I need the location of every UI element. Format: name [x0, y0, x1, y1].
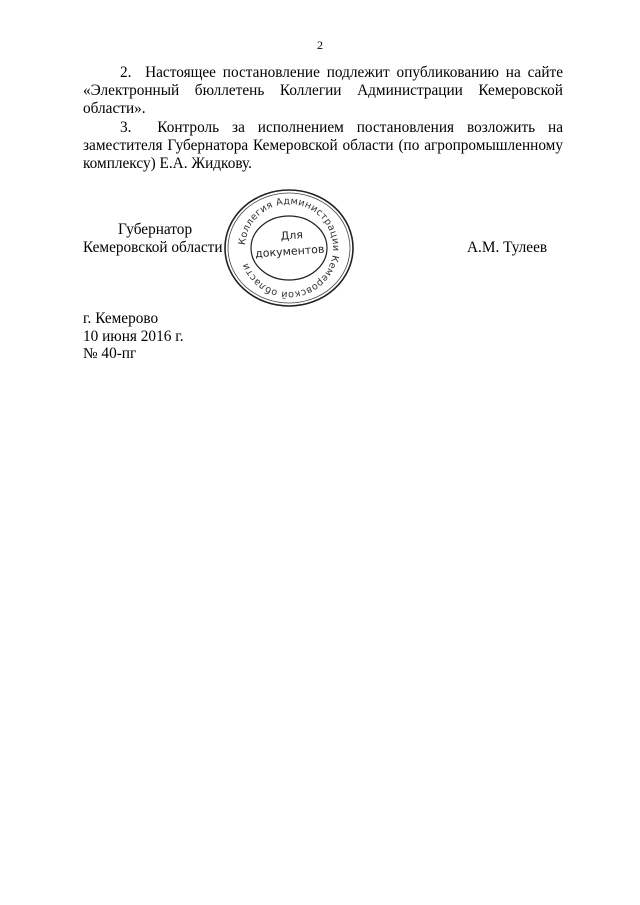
- city: г. Кемерово: [83, 310, 159, 327]
- official-stamp: [220, 187, 358, 309]
- paragraph-control: 3. Контроль за исполнением постановления возложить на заместителя Губернатора Кемеровской области (по агропромышленному комплексу) Е.А. Жидкову.: [83, 118, 563, 173]
- page-number: 2: [317, 38, 323, 52]
- signer-position-line1: Губернатор: [118, 221, 193, 238]
- signer-position-line2: Кемеровской области: [83, 239, 223, 256]
- stamp-center-line2: документов: [254, 242, 325, 261]
- stamp-center-line1: Для: [280, 228, 304, 243]
- place-date-number: [83, 310, 184, 363]
- document-number: № 40-пг: [83, 345, 137, 362]
- signer-name: А.М. Тулеев: [467, 239, 548, 256]
- stamp-ring-text: Коллегия Администрации Кемеровской области: [237, 195, 342, 301]
- document-date: 10 июня 2016 г.: [83, 327, 184, 345]
- paragraph-publication: 2. Настоящее постановление подлежит опубликованию на сайте «Электронный бюллетень Коллегии Администрации Кемеровской области».: [83, 64, 563, 118]
